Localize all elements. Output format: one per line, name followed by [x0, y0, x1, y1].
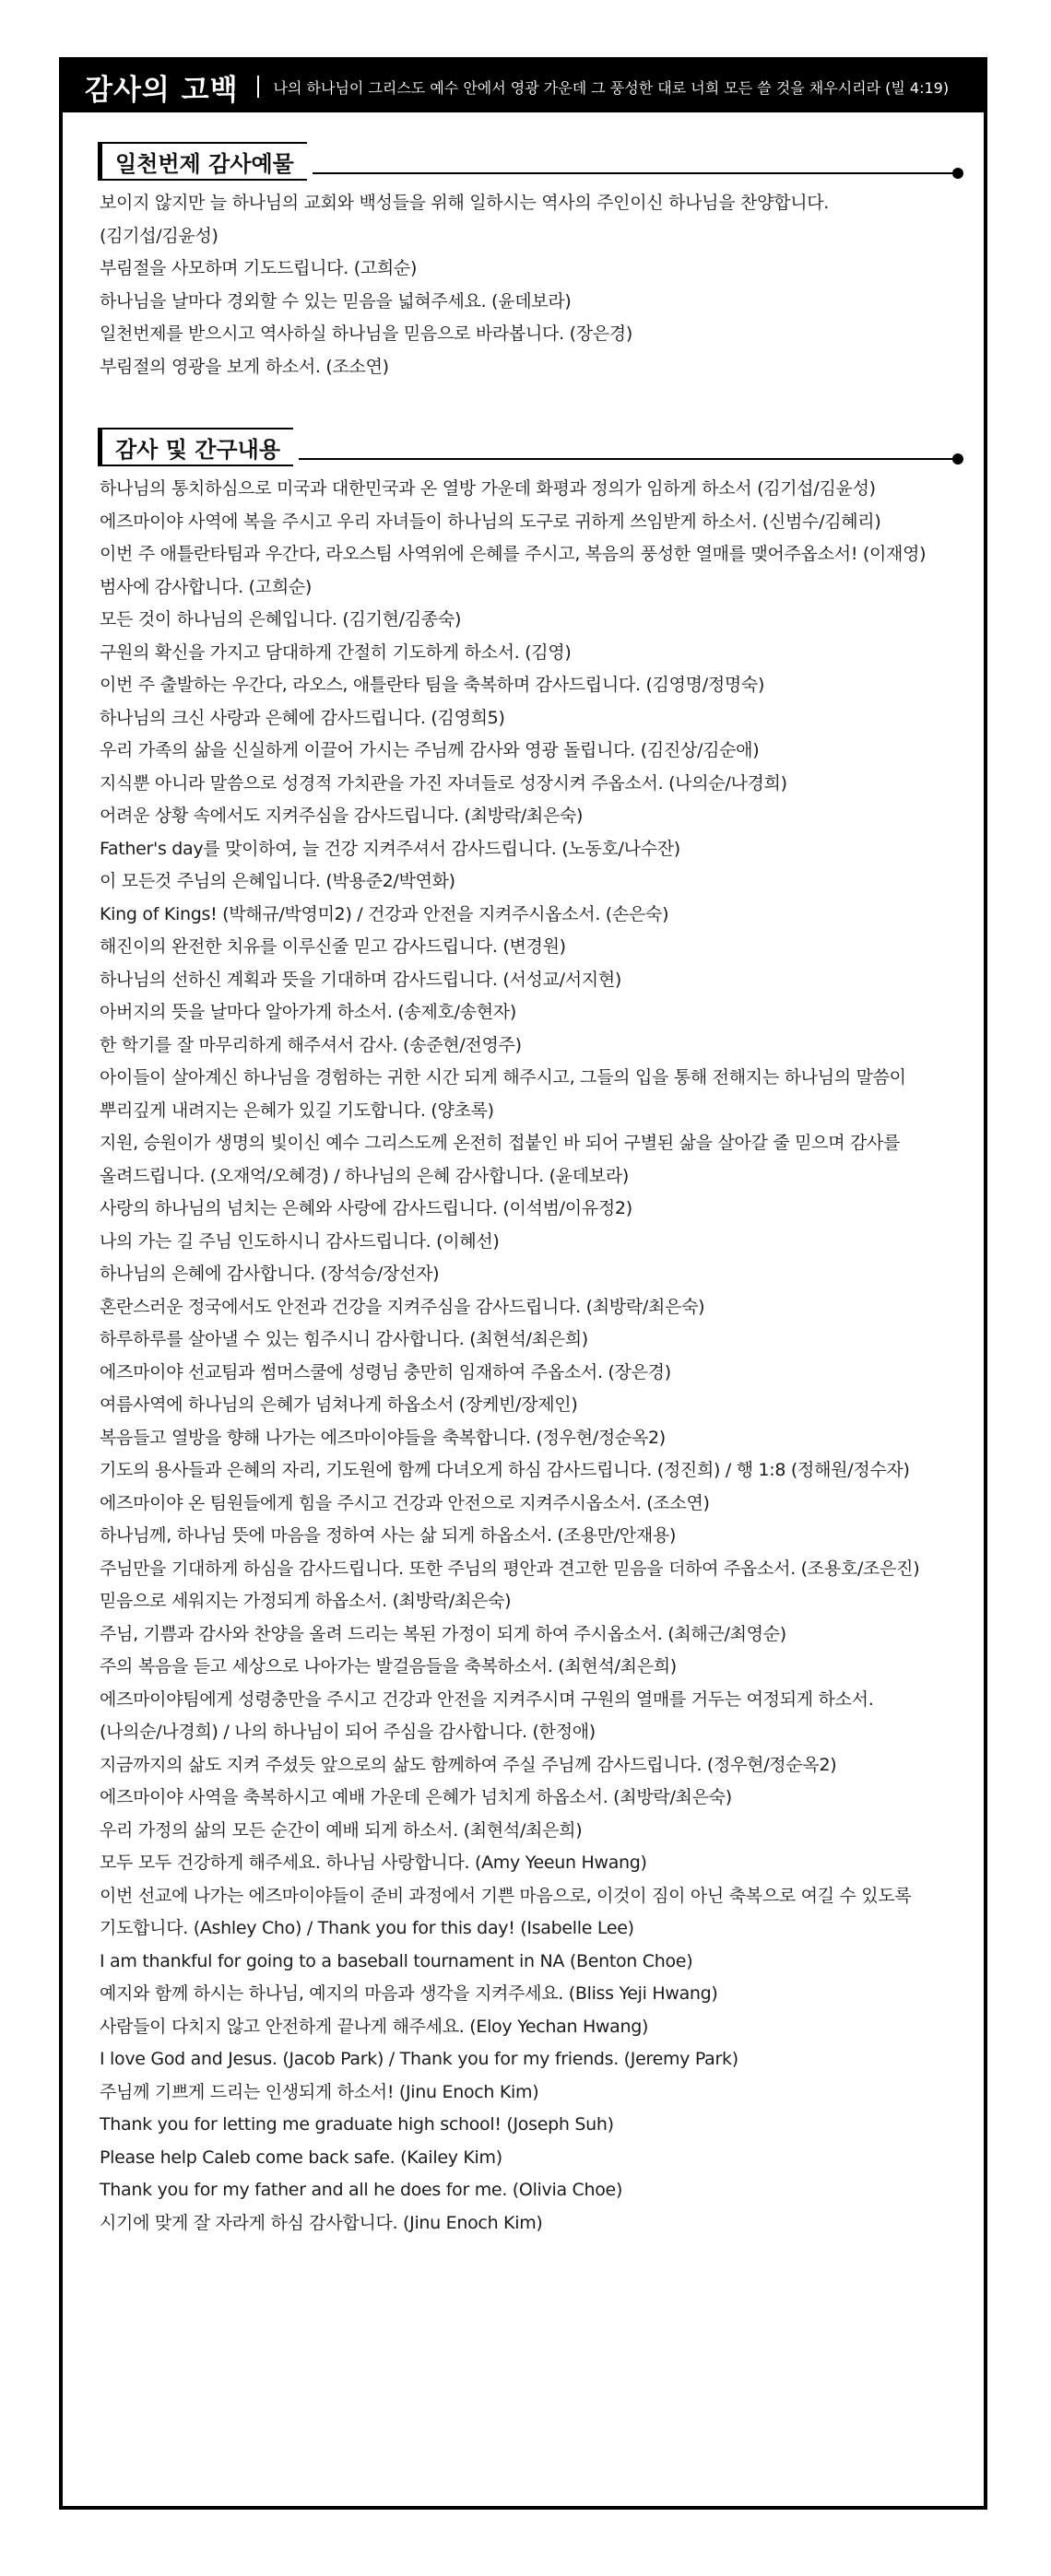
list-item: 에즈마이야 선교팀과 썸머스쿨에 성령님 충만히 임재하여 주옵소서. (장은경)	[100, 1361, 671, 1382]
list-item: Thank you for my father and all he does for me. (Olivia Choe)	[100, 2180, 623, 2200]
list-item: 주님께 기쁘게 드리는 인생되게 하소서! (Jinu Enoch Kim)	[100, 2081, 539, 2102]
section-rule	[313, 172, 958, 174]
list-item: Father's day를 맞이하여, 늘 건강 지켜주셔서 감사드립니다. (노동호/나수잔)	[100, 838, 680, 859]
list-item: 아버지의 뜻을 날마다 알아가게 하소서. (송제호/송현자)	[100, 1002, 516, 1022]
list-item: 올려드립니다. (오재억/오혜경) / 하나님의 은혜 감사합니다. (윤데보라)	[100, 1165, 630, 1186]
section-heading-offering	[98, 142, 963, 181]
list-item: 보이지 않지만 늘 하나님의 교회와 백성들을 위해 일하시는 역사의 주인이신 하나님을 찬양합니다.	[100, 193, 830, 213]
header-divider	[257, 76, 259, 98]
list-item: 우리 가정의 삶의 모든 순간이 예배 되게 하소서. (최현석/최은희)	[100, 1819, 583, 1841]
list-item: 복음들고 열방을 향해 나가는 에즈마이야들을 축복합니다. (정우현/정순옥2)	[100, 1427, 666, 1448]
list-item: Please help Caleb come back safe. (Kailey Kim)	[100, 2147, 502, 2168]
list-item: (나의순/나경희) / 나의 하나님이 되어 주심을 감사합니다. (한정애)	[100, 1722, 596, 1742]
thanksgiving-frame	[59, 57, 987, 2510]
list-item: 범사에 감사합니다. (고희순)	[100, 576, 313, 597]
list-item: 하나님의 크신 사랑과 은혜에 감사드립니다. (김영희5)	[100, 707, 505, 728]
list-item: 어려운 상황 속에서도 지켜주심을 감사드립니다. (최방락/최은숙)	[100, 806, 584, 826]
list-item: I am thankful for going to a baseball tournament in NA (Benton Choe)	[100, 1950, 693, 1971]
list-item: 혼란스러운 정국에서도 안전과 건강을 지켜주심을 감사드립니다. (최방락/최은숙)	[100, 1296, 705, 1317]
list-item: 하나님의 은혜에 감사합니다. (장석승/장선자)	[100, 1264, 440, 1284]
list-item: I love God and Jesus. (Jacob Park) / Thank you for my friends. (Jeremy Park)	[100, 2049, 738, 2069]
list-item: 예지와 함께 하시는 하나님, 예지의 마음과 생각을 지켜주세요. (Bliss Yeji Hwang)	[100, 1983, 718, 2004]
list-item: 하나님의 선하신 계획과 뜻을 기대하며 감사드립니다. (서성교/서지현)	[100, 969, 622, 990]
list-item: 주의 복음을 듣고 세상으로 나아가는 발걸음들을 축복하소서. (최현석/최은희)	[100, 1656, 677, 1676]
list-item: 이번 주 애틀란타팀과 우간다, 라오스팀 사역위에 은혜를 주시고, 복음의 풍성한 열매를 맺어주옵소서! (이재영)	[100, 544, 927, 564]
list-item: 지금까지의 삶도 지켜 주셨듯 앞으로의 삶도 함께하여 주실 주님께 감사드립니다. (정우현/정순옥2)	[100, 1754, 837, 1775]
list-item: 아이들이 살아계신 하나님을 경험하는 귀한 시간 되게 해주시고, 그들의 입을 통해 전해지는 하나님의 말씀이	[100, 1067, 906, 1088]
list-item: 에즈마이야 온 팀원들에게 힘을 주시고 건강과 안전으로 지켜주시옵소서. (조소연)	[100, 1492, 710, 1513]
list-item: 모든 것이 하나님의 은혜입니다. (김기현/김종숙)	[100, 609, 462, 629]
section-title-box	[98, 428, 293, 466]
list-item: 나의 가는 길 주님 인도하시니 감사드립니다. (이혜선)	[100, 1230, 500, 1252]
list-item: 이 모든것 주님의 은혜입니다. (박용준2/박연화)	[100, 871, 455, 891]
section-title-box	[98, 142, 307, 181]
list-item: 믿음으로 세워지는 가정되게 하옵소서. (최방락/최은숙)	[100, 1591, 512, 1611]
prayer-list	[100, 473, 962, 2240]
list-item: 뿌리깊게 내려지는 은혜가 있길 기도합니다. (양초록)	[100, 1100, 494, 1121]
list-item: 부림절을 사모하며 기도드립니다. (고희순)	[100, 258, 418, 278]
list-item: 사랑의 하나님의 넘치는 은혜와 사랑에 감사드립니다. (이석범/이유정2)	[100, 1198, 632, 1218]
section-rule-dot	[952, 453, 963, 465]
list-item: 하루하루를 살아낼 수 있는 힘주시니 감사합니다. (최현석/최은희)	[100, 1329, 588, 1349]
list-item: Thank you for letting me graduate high school! (Joseph Suh)	[100, 2114, 614, 2135]
list-item: 한 학기를 잘 마무리하게 해주셔서 감사. (송준현/전영주)	[100, 1034, 522, 1055]
list-item: (김기섭/김윤성)	[100, 225, 218, 246]
scripture-verse: 나의 하나님이 그리스도 예수 안에서 영광 가운데 그 풍성한 대로 너희 모든 쓸 것을 채우시리라 (빌 4:19)	[273, 78, 950, 97]
list-item: 에즈마이야 사역을 축복하시고 예배 가운데 은혜가 넘치게 하옵소서. (최방락/최은숙)	[100, 1787, 732, 1807]
list-item: 사람들이 다치지 않고 안전하게 끝나게 해주세요. (Eloy Yechan Hwang)	[100, 2016, 649, 2037]
list-item: 우리 가족의 삶을 신실하게 이끌어 가시는 주님께 감사와 영광 돌립니다. (김진상/김순애)	[100, 740, 760, 760]
list-item: 기도합니다. (Ashley Cho) / Thank you for this day! (Isabelle Lee)	[100, 1918, 634, 1938]
list-item: 에즈마이야팀에게 성령충만을 주시고 건강과 안전을 지켜주시며 구원의 열매를 거두는 여정되게 하소서.	[100, 1688, 874, 1710]
list-item: 이번 주 출발하는 우간다, 라오스, 애틀란타 팀을 축복하며 감사드립니다. (김영명/정명숙)	[100, 675, 765, 695]
list-item: King of Kings! (박해규/박영미2) / 건강과 안전을 지켜주시옵소서. (손은숙)	[100, 903, 669, 924]
list-item: 에즈마이야 사역에 복을 주시고 우리 자녀들이 하나님의 도구로 귀하게 쓰임받게 하소서. (신범수/김혜리)	[100, 511, 881, 532]
section-title: 일천번제 감사예물	[115, 150, 294, 177]
list-item: 기도의 용사들과 은혜의 자리, 기도원에 함께 다녀오게 하심 감사드립니다. (정진희) / 행 1:8 (정해원/정수자)	[100, 1460, 910, 1480]
section-rule-dot	[952, 168, 963, 179]
list-item: 구원의 확신을 가지고 담대하게 간절히 기도하게 하소서. (김영)	[100, 641, 572, 663]
list-item: 하나님을 날마다 경외할 수 있는 믿음을 넓혀주세요. (윤데보라)	[100, 290, 572, 312]
list-item: 모두 모두 건강하게 해주세요. 하나님 사랑합니다. (Amy Yeeun Hwang)	[100, 1853, 647, 1873]
list-item: 지원, 승원이가 생명의 빛이신 예수 그리스도께 온전히 접붙인 바 되어 구별된 삶을 살아갈 줄 믿으며 감사를	[100, 1133, 901, 1153]
list-item: 여름사역에 하나님의 은혜가 넘쳐나게 하옵소서 (장케빈/장제인)	[100, 1394, 578, 1415]
list-item: 하나님의 통치하심으로 미국과 대한민국과 온 열방 가운데 화평과 정의가 임하게 하소서 (김기섭/김윤성)	[100, 478, 876, 499]
section-rule	[299, 458, 958, 460]
list-item: 시기에 맞게 잘 자라게 하심 감사합니다. (Jinu Enoch Kim)	[100, 2212, 543, 2233]
list-item: 일천번제를 받으시고 역사하실 하나님을 믿음으로 바라봅니다. (장은경)	[100, 323, 632, 344]
offering-list	[100, 187, 962, 383]
list-item: 하나님께, 하나님 뜻에 마음을 정하여 사는 삶 되게 하옵소서. (조용만/안재용)	[100, 1525, 677, 1546]
page-title: 감사의 고백	[85, 73, 239, 107]
header-bar	[63, 61, 984, 112]
list-item: 지식뿐 아니라 말씀으로 성경적 가치관을 가진 자녀들로 성장시켜 주옵소서. (나의순/나경희)	[100, 772, 787, 794]
list-item: 부림절의 영광을 보게 하소서. (조소연)	[100, 356, 389, 377]
list-item: 주님만을 기대하게 하심을 감사드립니다. 또한 주님의 평안과 견고한 믿음을 더하여 주옵소서. (조용호/조은진)	[100, 1558, 920, 1579]
section-heading-prayers	[98, 428, 963, 466]
section-title: 감사 및 간구내용	[115, 436, 280, 463]
list-item: 해진이의 완전한 치유를 이루신줄 믿고 감사드립니다. (변경원)	[100, 936, 566, 957]
list-item: 이번 선교에 나가는 에즈마이야들이 준비 과정에서 기쁜 마음으로, 이것이 짐이 아닌 축복으로 여길 수 있도록	[100, 1885, 912, 1906]
list-item: 주님, 기쁨과 감사와 찬양을 올려 드리는 복된 가정이 되게 하여 주시옵소서. (최해근/최영순)	[100, 1623, 786, 1644]
